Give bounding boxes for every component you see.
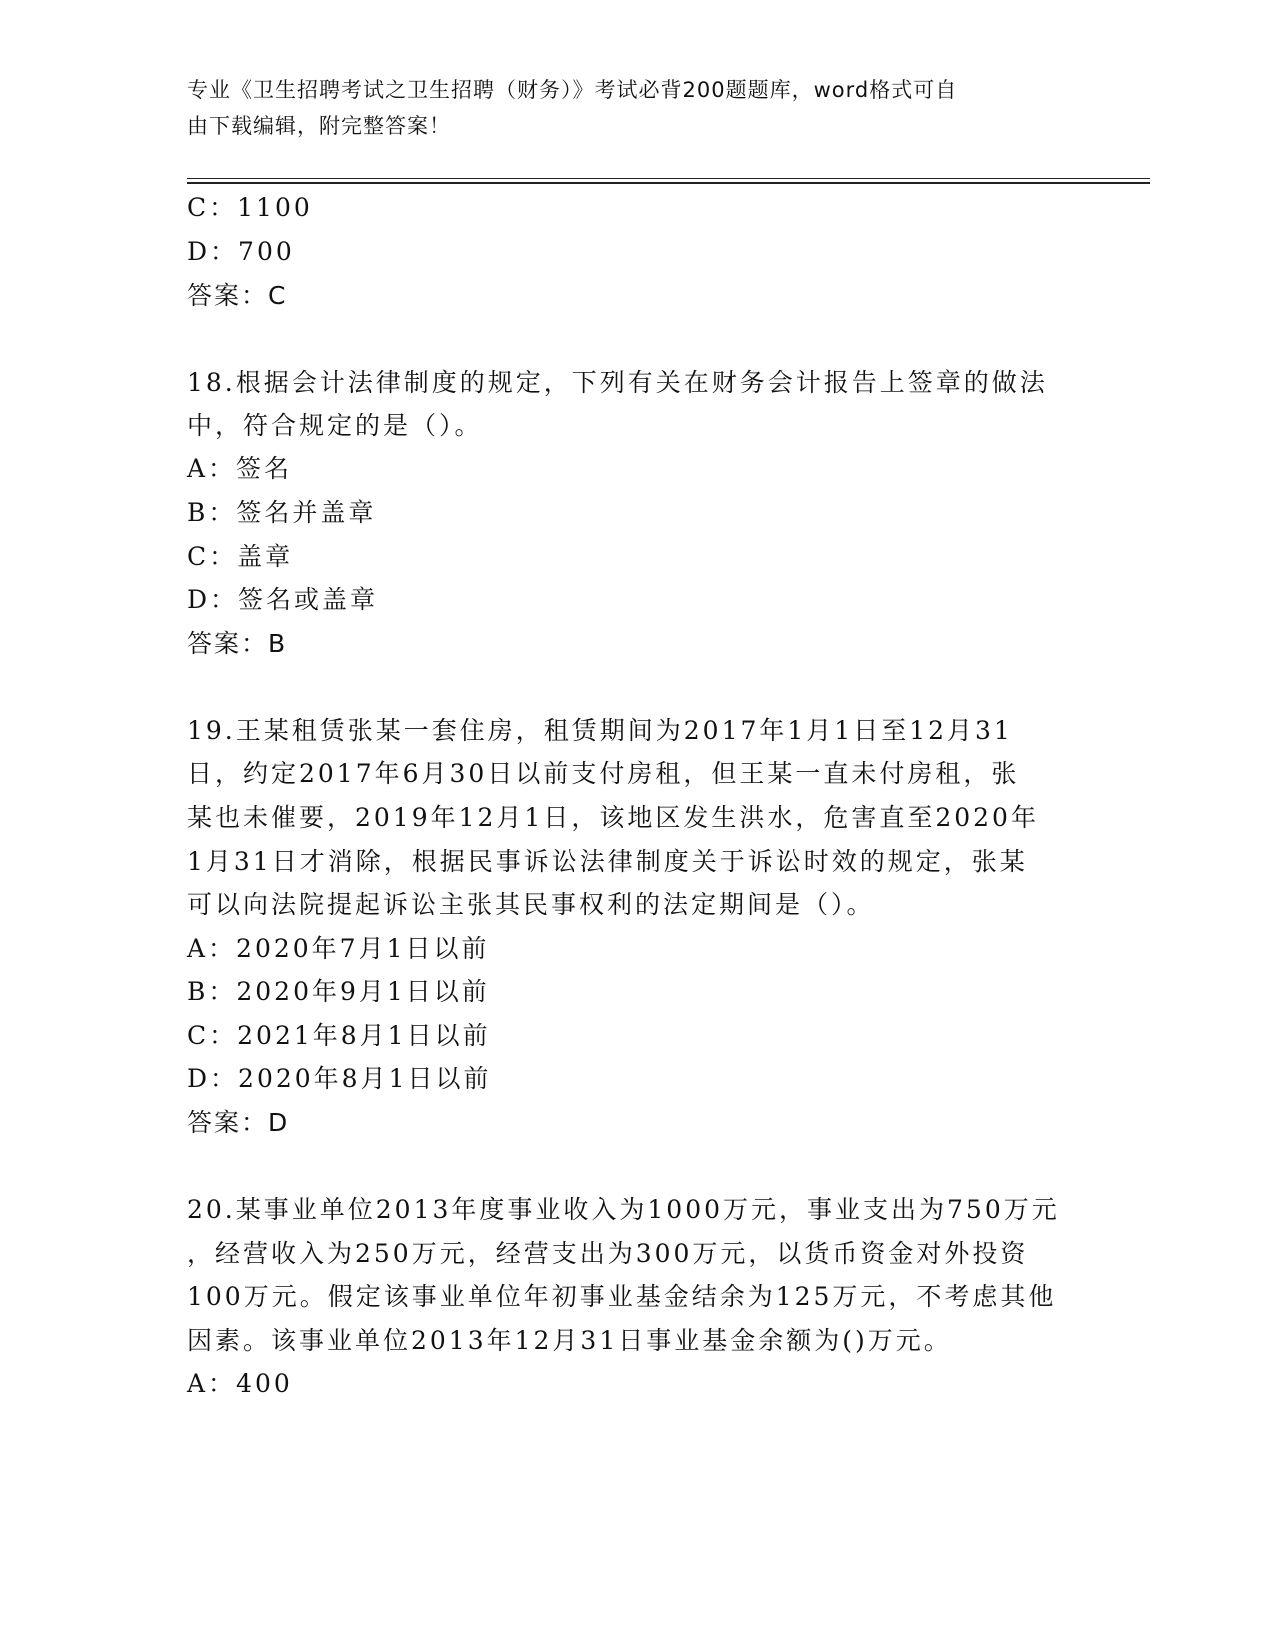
q20-stem-line-2: ，经营收入为250万元，经营支出为300万元，以货币资金对外投资 xyxy=(187,1239,1029,1268)
q19-option-b: B：2020年9月1日以前 xyxy=(187,977,490,1006)
q20-option-a: A：400 xyxy=(187,1369,293,1398)
q19-stem-line-5: 可以向法院提起诉讼主张其民事权利的法定期间是（）。 xyxy=(187,890,875,919)
q20-stem-line-1: 20.某事业单位2013年度事业收入为1000万元，事业支出为750万元 xyxy=(187,1195,1060,1224)
q18-option-c: C：盖章 xyxy=(187,542,294,571)
q20-stem-line-4: 因素。该事业单位2013年12月31日事业基金余额为()万元。 xyxy=(187,1326,952,1355)
q19-option-c: C：2021年8月1日以前 xyxy=(187,1021,491,1050)
q18-stem-line-2: 中，符合规定的是（）。 xyxy=(187,411,483,440)
q17-answer: 答案：C xyxy=(187,281,288,310)
header-divider-thin xyxy=(187,178,1150,179)
q18-option-d: D：签名或盖章 xyxy=(187,585,379,614)
q19-option-d: D：2020年8月1日以前 xyxy=(187,1064,492,1093)
q19-answer: 答案：D xyxy=(187,1108,290,1137)
q19-option-a: A：2020年7月1日以前 xyxy=(187,934,490,963)
q18-option-a: A：签名 xyxy=(187,454,293,483)
q18-answer: 答案：B xyxy=(187,629,288,658)
q17-option-c: C：1100 xyxy=(187,193,313,222)
q19-stem-line-3: 某也未催要，2019年12月1日，该地区发生洪水，危害直至2020年 xyxy=(187,803,1039,832)
q19-stem-line-1: 19.王某租赁张某一套住房，租赁期间为2017年1月1日至12月31 xyxy=(187,716,1013,745)
q19-stem-line-2: 日，约定2017年6月30日以前支付房租，但王某一直未付房租，张 xyxy=(187,759,1020,788)
document-header xyxy=(187,72,1087,144)
q18-stem-line-1: 18.根据会计法律制度的规定，下列有关在财务会计报告上签章的做法 xyxy=(187,368,1048,397)
q17-option-d: D：700 xyxy=(187,237,295,266)
header-divider-thick xyxy=(187,182,1150,184)
header-line-2: 由下载编辑，附完整答案！ xyxy=(187,114,451,138)
header-line-1: 专业《卫生招聘考试之卫生招聘（财务）》考试必背200题题库，word格式可自 xyxy=(187,78,958,102)
q18-option-b: B：签名并盖章 xyxy=(187,498,377,527)
q19-stem-line-4: 1月31日才消除，根据民事诉讼法律制度关于诉讼时效的规定，张某 xyxy=(187,847,1028,876)
q20-stem-line-3: 100万元。假定该事业单位年初事业基金结余为125万元，不考虑其他 xyxy=(187,1282,1057,1311)
